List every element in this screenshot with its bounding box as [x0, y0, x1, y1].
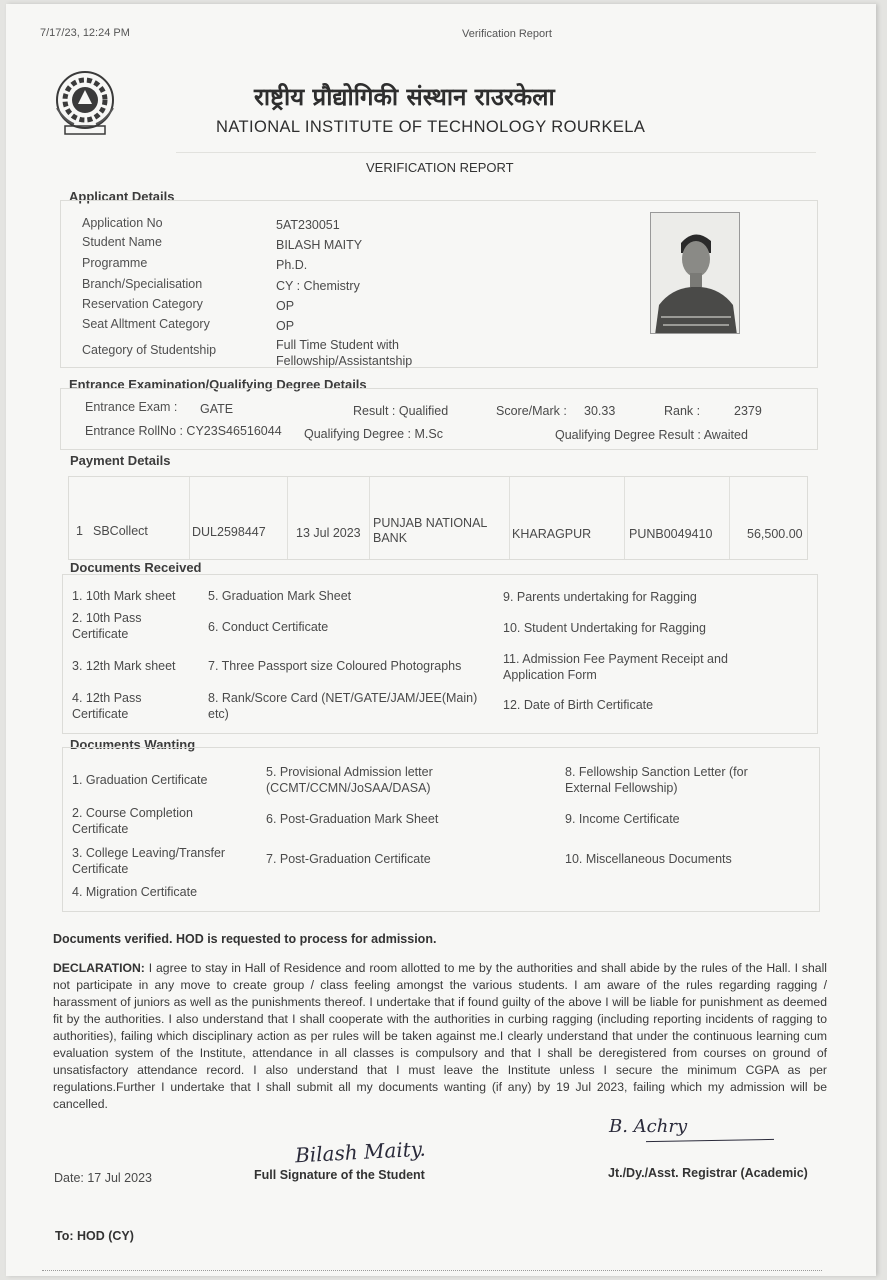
received-doc: 2. 10th Pass Certificate: [72, 611, 142, 641]
report-title: VERIFICATION REPORT: [366, 160, 514, 175]
declaration-text: I agree to stay in Hall of Residence and room allotted to me by the authorities and shall abide by the rules of the Hall. I shall not participate in any move to create group / class feeling amongst the various students. I am aware of the rules regarding ragging / harassment of juniors as well as the punishments thereof. I undertake that if found guilty of the above I will be liable for punishment as deemed fit by the authorities. I also understand that I shall cooperate with the authorities in curbing ragging (including reporting incidents of ragging to authorities), failing which disciplinary action as per rules will be taken against me.I clearly understand that under the continuous learning cum evaluation system of the Institute, attendance in all classes is compulsory and that I shall be deregistered from courses on ground of unsatisfactory attendance record. I also understand that I must leave the Institute unless I secure the minimum CGPA as per regulations.Further I undertake that I shall submit all my documents wanting (if any) by 19 Jul 2023, failing which my admission will be cancelled.: [53, 961, 827, 1111]
wanting-doc: 7. Post-Graduation Certificate: [266, 852, 431, 866]
wanting-doc: 3. College Leaving/Transfer Certificate: [72, 846, 226, 876]
declaration-paragraph: [53, 960, 827, 1113]
entrance-exam-label: Entrance Exam :: [85, 400, 178, 414]
received-doc: 3. 12th Mark sheet: [72, 659, 176, 673]
payment-sl-no: 1: [76, 524, 83, 538]
institute-name-english: NATIONAL INSTITUTE OF TECHNOLOGY ROURKELA: [216, 118, 646, 136]
payment-reference: DUL2598447: [192, 525, 266, 539]
signature-underline: [646, 1139, 774, 1142]
applicant-label: Programme: [82, 256, 148, 270]
entrance-roll-no: Entrance RollNo : CY23S46516044: [85, 424, 282, 438]
rank-value: 2379: [734, 404, 762, 418]
qualifying-degree: Qualifying Degree : M.Sc: [304, 427, 443, 441]
wanting-doc: 6. Post-Graduation Mark Sheet: [266, 812, 439, 826]
print-title: Verification Report: [462, 28, 552, 40]
received-doc: 6. Conduct Certificate: [208, 620, 329, 634]
registrar-handwritten-signature: B. Achry: [609, 1116, 688, 1137]
received-doc: 5. Graduation Mark Sheet: [208, 589, 352, 603]
rank-label: Rank :: [664, 404, 701, 418]
received-doc: 9. Parents undertaking for Ragging: [503, 590, 697, 604]
applicant-section-title: Applicant Details: [69, 189, 175, 204]
received-doc: 8. Rank/Score Card (NET/GATE/JAM/JEE(Main) etc): [208, 691, 478, 721]
applicant-value: 5AT230051: [276, 218, 340, 232]
declaration-heading: DECLARATION:: [53, 961, 145, 975]
institute-logo-icon: [52, 68, 118, 138]
received-doc: 4. 12th Pass Certificate: [72, 691, 142, 721]
entrance-exam-value: GATE: [200, 402, 234, 416]
institute-name-hindi: राष्ट्रीय प्रौद्योगिकी संस्थान राउरकेला: [254, 83, 555, 111]
received-doc: 1. 10th Mark sheet: [72, 589, 176, 603]
payment-mode: SBCollect: [93, 524, 148, 538]
document-date: Date: 17 Jul 2023: [54, 1171, 152, 1185]
student-signature-caption: Full Signature of the Student: [254, 1168, 425, 1182]
print-timestamp: 7/17/23, 12:24 PM: [40, 27, 130, 39]
applicant-value: Full Time Student with Fellowship/Assistantship: [276, 338, 413, 368]
applicant-label: Reservation Category: [82, 297, 203, 311]
received-section-title: Documents Received: [70, 560, 202, 575]
wanting-doc: 5. Provisional Admission letter (CCMT/CCMN/JoSAA/DASA): [266, 765, 433, 795]
print-footer-url-line: [42, 1270, 822, 1272]
entrance-result: Result : Qualified: [353, 404, 449, 418]
applicant-value: Ph.D.: [276, 258, 308, 272]
applicant-value: OP: [276, 319, 295, 333]
received-doc: 12. Date of Birth Certificate: [503, 698, 654, 712]
payment-date: 13 Jul 2023: [296, 526, 361, 540]
addressed-to: To: HOD (CY): [55, 1229, 134, 1243]
applicant-label: Category of Studentship: [82, 343, 217, 357]
wanting-doc: 2. Course Completion Certificate: [72, 806, 193, 836]
student-photo: [650, 212, 740, 334]
applicant-label: Branch/Specialisation: [82, 277, 203, 291]
document-page: [6, 4, 876, 1276]
applicant-value: CY : Chemistry: [276, 279, 360, 293]
payment-ifsc: PUNB0049410: [629, 527, 713, 541]
registrar-caption: Jt./Dy./Asst. Registrar (Academic): [608, 1166, 808, 1180]
payment-section-title: Payment Details: [70, 453, 171, 468]
applicant-label: Application No: [82, 216, 163, 230]
applicant-value: BILASH MAITY: [276, 238, 363, 252]
applicant-value: OP: [276, 299, 295, 313]
student-handwritten-signature: Bilash Maity.: [294, 1136, 427, 1168]
wanting-doc: 9. Income Certificate: [565, 812, 680, 826]
applicant-label: Student Name: [82, 235, 162, 249]
verified-note: Documents verified. HOD is requested to process for admission.: [53, 932, 437, 946]
payment-bank: PUNJAB NATIONAL BANK: [373, 516, 487, 545]
received-doc: 10. Student Undertaking for Ragging: [503, 621, 706, 635]
payment-amount: 56,500.00: [747, 527, 803, 541]
wanting-doc: 8. Fellowship Sanction Letter (for External Fellowship): [565, 765, 748, 795]
payment-branch: KHARAGPUR: [512, 527, 592, 541]
score-value: 30.33: [584, 404, 616, 418]
received-doc: 11. Admission Fee Payment Receipt and Application Form: [503, 652, 728, 682]
wanting-doc: 4. Migration Certificate: [72, 885, 198, 899]
wanting-section-title: Documents Wanting: [70, 737, 196, 752]
wanting-doc: 10. Miscellaneous Documents: [565, 852, 732, 866]
entrance-section-title: Entrance Examination/Qualifying Degree Details: [69, 377, 367, 392]
received-doc: 7. Three Passport size Coloured Photographs: [208, 659, 462, 673]
applicant-label: Seat Alltment Category: [82, 317, 210, 331]
wanting-doc: 1. Graduation Certificate: [72, 773, 208, 787]
score-label: Score/Mark :: [496, 404, 567, 418]
qualifying-degree-result: Qualifying Degree Result : Awaited: [555, 428, 748, 442]
